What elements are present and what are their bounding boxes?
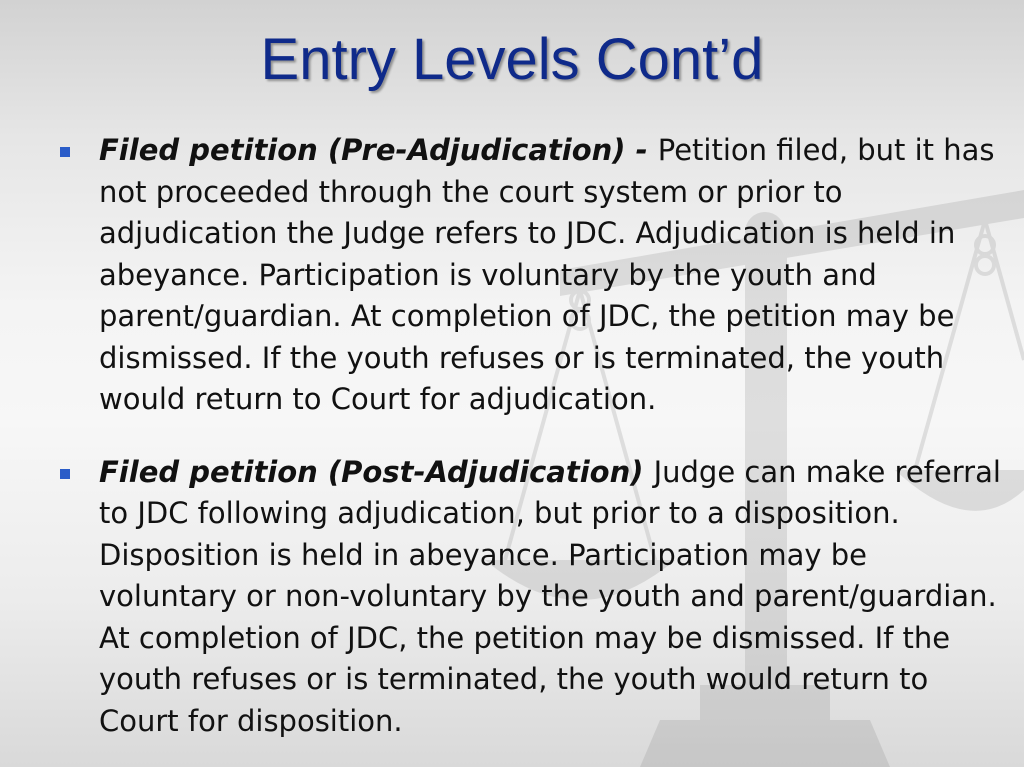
bullet-lead-text: Filed petition (Pre-Adjudication) - bbox=[99, 133, 658, 167]
square-bullet-icon bbox=[60, 147, 70, 157]
slide-title: Entry Levels Cont’d bbox=[260, 27, 764, 92]
bullet-body-text: Petition filed, but it has not proceeded through the court system or prior to adjudication the Judge refers to JDC. Adjudication is held in abeyance. Participation is voluntary by the youth and parent/guardian. At completion of JDC, the petition may be dismissed. If the youth refuses or is terminated, the youth would return to Court for adjudication. bbox=[99, 133, 995, 416]
bullet-body-text: Judge can make referral to JDC following adjudication, but prior to a disposition. Disposition is held in abeyance. Participation may be voluntary or non-voluntary by the youth and parent/guardian. At completion of JDC, the petition may be dismissed. If the youth refuses or is terminated, the youth would return to Court for disposition. bbox=[99, 454, 1001, 738]
square-bullet-icon bbox=[60, 469, 70, 479]
bullet-lead-text: Filed petition (Post-Adjudication) bbox=[99, 454, 654, 489]
bullet-list bbox=[60, 130, 1010, 742]
bullet-item-post-adjudication bbox=[60, 452, 1010, 743]
bullet-item-pre-adjudication bbox=[60, 130, 1010, 421]
